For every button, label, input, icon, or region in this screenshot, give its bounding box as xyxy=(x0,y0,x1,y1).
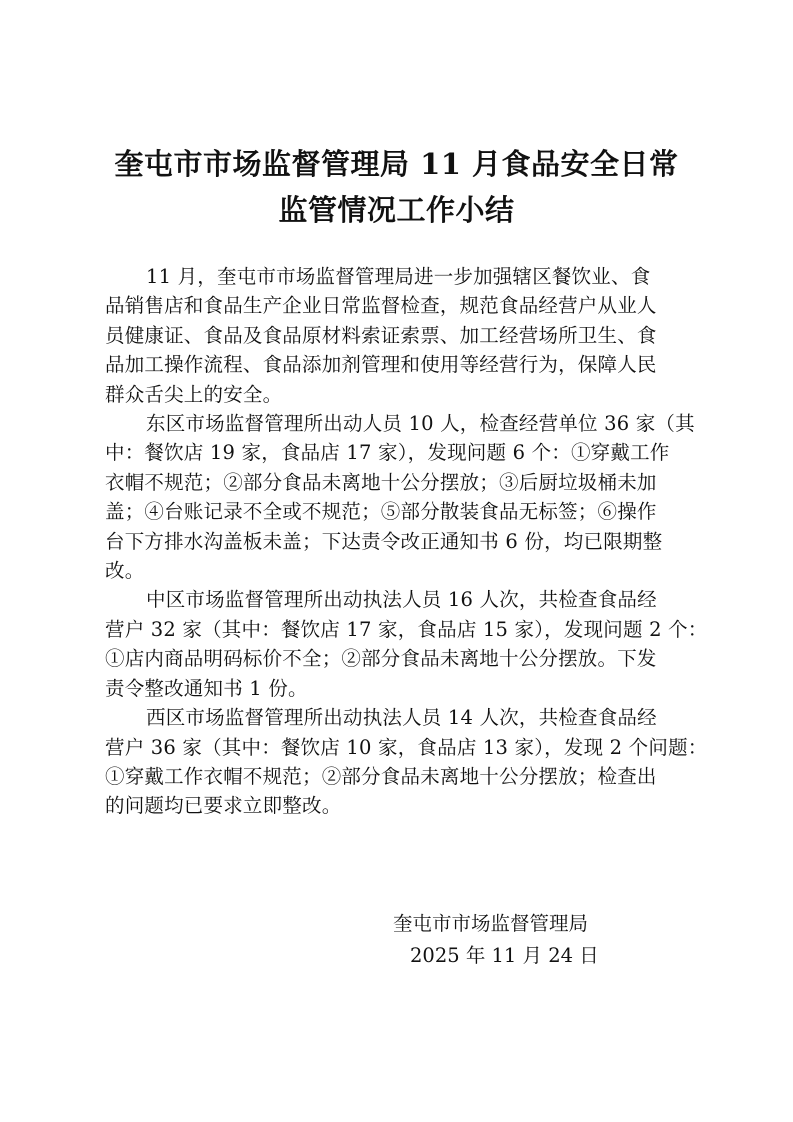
text-line: ①店内商品明码标价不全；②部分食品未离地十公分摆放。下发 xyxy=(105,647,657,671)
title-line-1: 奎屯市市场监督管理局 11 月食品安全日常 xyxy=(114,147,679,181)
text-line: 11 月，奎屯市市场监督管理局进一步加强辖区餐饮业、食 xyxy=(146,265,651,288)
text-line: 品加工操作流程、食品添加剂管理和使用等经营行为，保障人民 xyxy=(105,353,657,377)
paragraph-intro xyxy=(105,262,688,409)
text-line: 改。 xyxy=(105,559,145,583)
paragraph-east-district xyxy=(105,409,695,585)
text-line: 中区市场监督管理所出动执法人员 16 人次，共检查食品经 xyxy=(146,588,657,612)
text-line: 责令整改通知书 1 份。 xyxy=(105,676,308,700)
document-title xyxy=(90,141,703,233)
text-line: 的问题均已要求立即整改。 xyxy=(105,794,342,818)
text-line: 营户 36 家（其中：餐饮店 10 家，食品店 13 家），发现 2 个问题： xyxy=(105,735,708,759)
text-line: 盖；④台账记录不全或不规范；⑤部分散装食品无标签；⑥操作 xyxy=(105,500,657,524)
paragraph-central-district xyxy=(105,585,708,703)
signature-organization: 奎屯市市场监督管理局 xyxy=(393,912,589,935)
paragraph-west-district xyxy=(105,703,708,821)
text-line: 中：餐饮店 19 家，食品店 17 家），发现问题 6 个：①穿戴工作 xyxy=(105,441,670,465)
title-line-2: 监管情况工作小结 xyxy=(278,193,515,227)
text-line: 台下方排水沟盖板未盖；下达责令改正通知书 6 份，均已限期整 xyxy=(105,529,663,553)
text-line: 群众舌尖上的安全。 xyxy=(105,382,283,406)
text-line: 西区市场监督管理所出动执法人员 14 人次，共检查食品经 xyxy=(146,706,657,730)
text-line: 品销售店和食品生产企业日常监督检查，规范食品经营户从业人 xyxy=(105,294,657,318)
document-body xyxy=(105,262,708,821)
text-line: 东区市场监督管理所出动人员 10 人，检查经营单位 36 家（其 xyxy=(146,412,695,436)
text-line: ①穿戴工作衣帽不规范；②部分食品未离地十公分摆放；检查出 xyxy=(105,764,657,788)
signature-date: 2025 年 11 月 24 日 xyxy=(410,944,599,967)
text-line: 营户 32 家（其中：餐饮店 17 家，食品店 15 家），发现问题 2 个： xyxy=(105,617,708,641)
text-line: 衣帽不规范；②部分食品未离地十公分摆放；③后厨垃圾桶未加 xyxy=(105,470,657,494)
text-line: 员健康证、食品及食品原材料索证索票、加工经营场所卫生、食 xyxy=(105,323,657,347)
